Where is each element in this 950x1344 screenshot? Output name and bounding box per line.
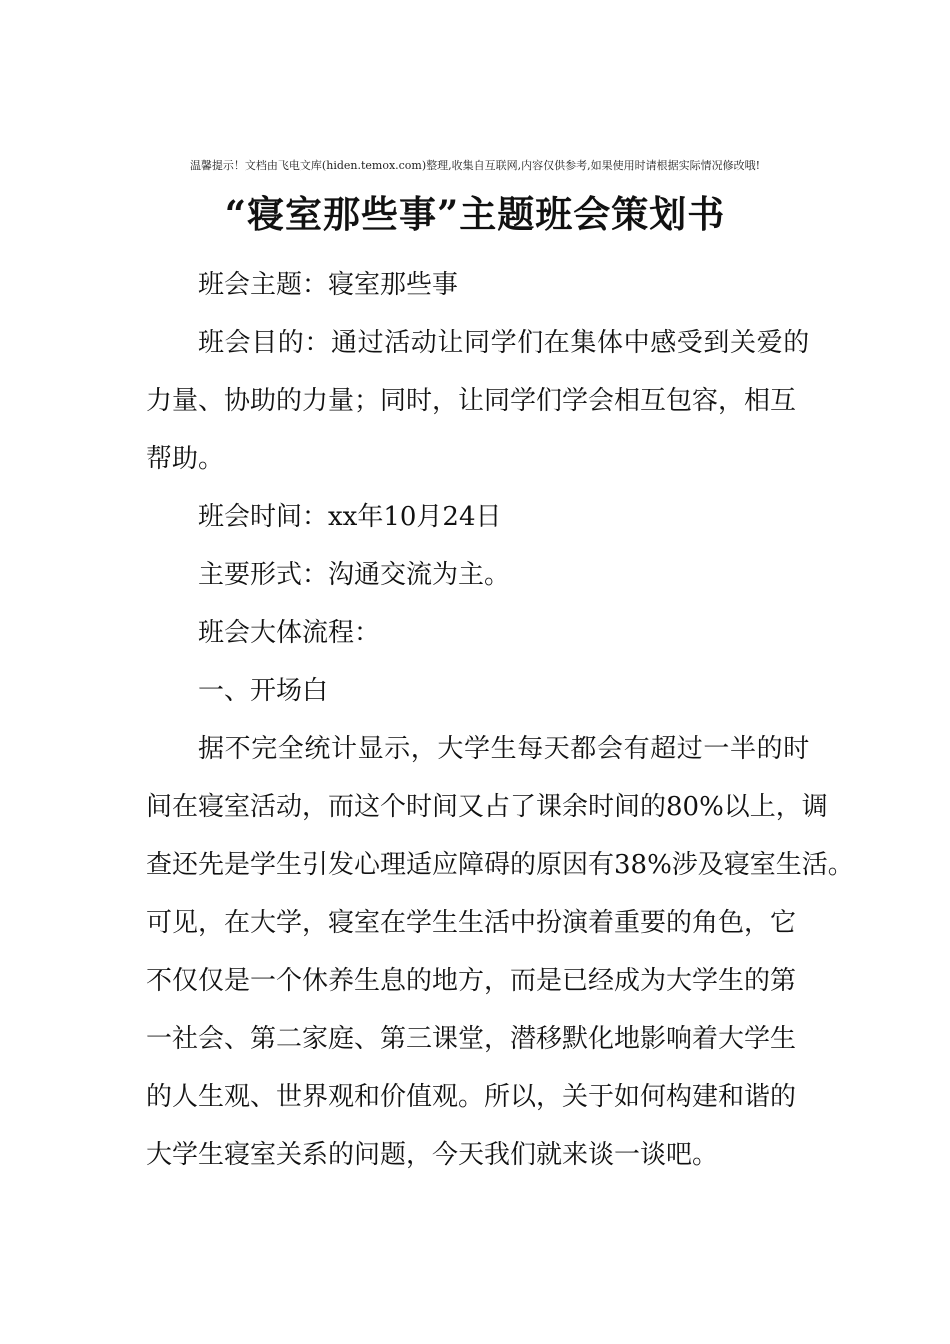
opening-paragraph-line-3: 查还先是学生引发心理适应障碍的原因有38%涉及寝室生活。: [146, 850, 854, 880]
opening-paragraph-line-4: 可见，在大学，寝室在学生生活中扮演着重要的角色，它: [146, 908, 797, 938]
document-title: “寝室那些事”主题班会策划书: [224, 192, 726, 236]
opening-paragraph-line-1: 据不完全统计显示，大学生每天都会有超过一半的时: [198, 734, 810, 764]
opening-paragraph-line-5: 不仅仅是一个休养生息的地方，而是已经成为大学生的第: [146, 966, 797, 996]
opening-paragraph-line-8: 大学生寝室关系的问题，今天我们就来谈一谈吧。: [146, 1140, 719, 1170]
opening-paragraph-line-2: 间在寝室活动，而这个时间又占了课余时间的80%以上，调: [146, 792, 828, 822]
opening-paragraph-line-7: 的人生观、世界观和价值观。所以，关于如何构建和谐的: [146, 1082, 797, 1112]
meeting-theme-line: 班会主题：寝室那些事: [198, 270, 459, 300]
meeting-flow-heading: 班会大体流程：: [198, 618, 381, 648]
meeting-time-line: 班会时间：xx年10月24日: [198, 502, 502, 532]
document-body: [146, 256, 854, 1184]
meeting-purpose-line-1: 班会目的：通过活动让同学们在集体中感受到关爱的: [198, 328, 810, 358]
header-notice: 温馨提示！文档由飞电文库(hiden.temox.com)整理,收集自互联网,内容仅供参考,如果使用时请根据实际情况修改哦!: [189, 159, 761, 172]
section-heading-opening: 一、开场白: [198, 676, 329, 706]
meeting-format-line: 主要形式：沟通交流为主。: [198, 560, 511, 590]
meeting-purpose-line-3: 帮助。: [146, 444, 225, 474]
opening-paragraph-line-6: 一社会、第二家庭、第三课堂，潜移默化地影响着大学生: [146, 1024, 797, 1054]
meeting-purpose-line-2: 力量、协助的力量；同时，让同学们学会相互包容，相互: [146, 386, 797, 416]
